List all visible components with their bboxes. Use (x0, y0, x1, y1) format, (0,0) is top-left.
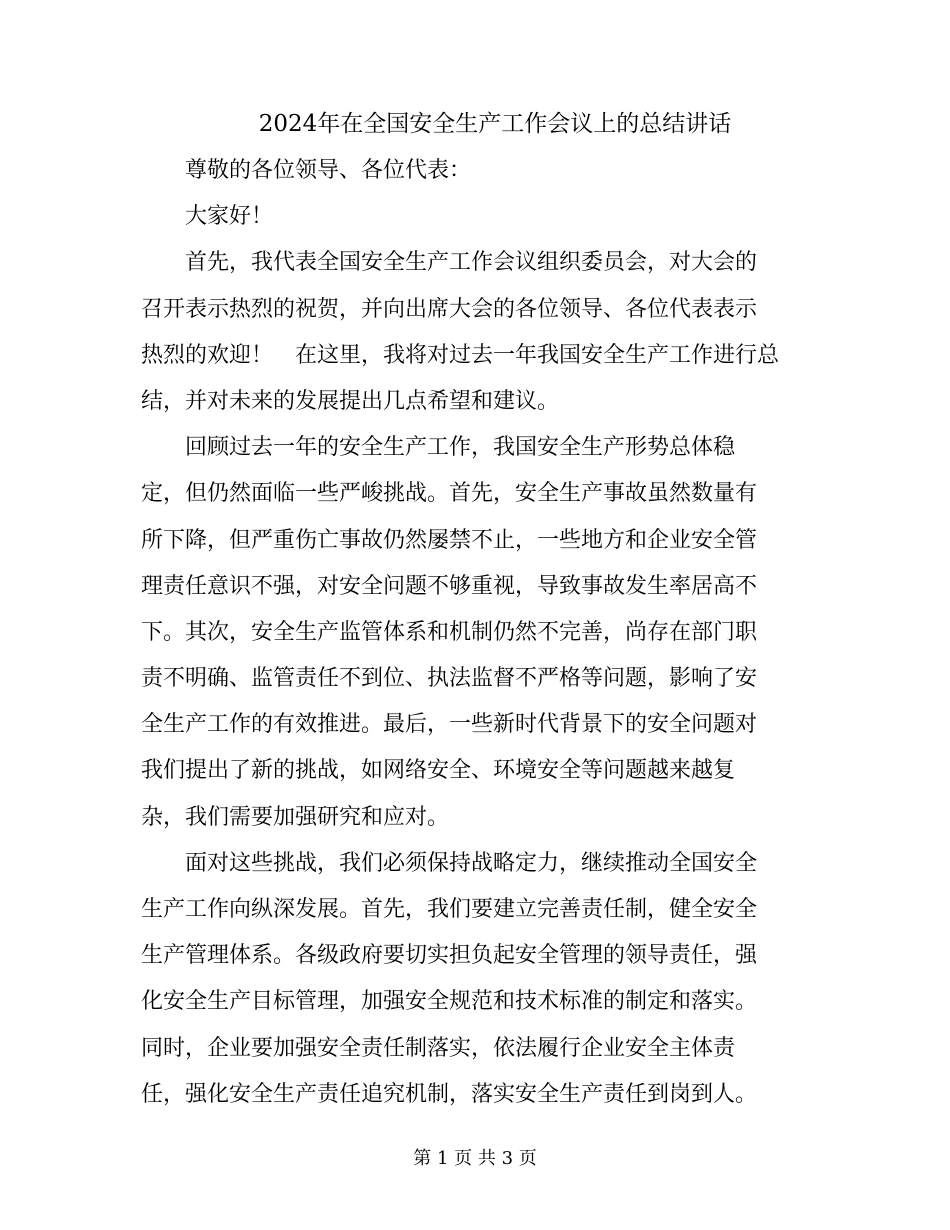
body-line: 首先，我代表全国安全生产工作会议组织委员会，对大会的 (141, 250, 758, 276)
body-line: 所下降，但严重伤亡事故仍然屡禁不止，一些地方和企业安全管 (141, 527, 758, 553)
body-line: 回顾过去一年的安全生产工作，我国安全生产形势总体稳 (141, 435, 736, 461)
document-body (141, 148, 806, 1118)
body-line: 理责任意识不强，对安全问题不够重视，导致事故发生率居高不 (141, 573, 758, 599)
document-title: 2024年在全国安全生产工作会议上的总结讲话 (258, 111, 732, 137)
body-line: 任，强化安全生产责任追究机制，落实安全生产责任到岗到人。 (141, 1081, 758, 1107)
body-line: 我们提出了新的挑战，如网络安全、环境安全等问题越来越复 (141, 758, 736, 784)
body-line: 尊敬的各位领导、各位代表： (141, 158, 472, 183)
body-line: 责不明确、监管责任不到位、执法监督不严格等问题，影响了安 (141, 666, 758, 692)
body-line: 热烈的欢迎！ 在这里，我将对过去一年我国安全生产工作进行总 (141, 342, 780, 368)
body-line: 面对这些挑战，我们必须保持战略定力，继续推动全国安全 (141, 850, 758, 876)
body-line: 杂，我们需要加强研究和应对。 (141, 804, 450, 830)
body-line: 化安全生产目标管理，加强安全规范和技术标准的制定和落实。 (141, 989, 758, 1015)
body-line: 定，但仍然面临一些严峻挑战。首先，安全生产事故虽然数量有 (141, 481, 758, 507)
body-line: 结，并对未来的发展提出几点希望和建议。 (141, 388, 560, 414)
body-line: 大家好！ (141, 204, 274, 230)
body-line: 召开表示热烈的祝贺，并向出席大会的各位领导、各位代表表示 (141, 296, 758, 322)
body-line: 同时，企业要加强安全责任制落实，依法履行企业安全主体责 (141, 1035, 736, 1061)
body-line: 下。其次，安全生产监管体系和机制仍然不完善，尚存在部门职 (141, 619, 758, 645)
body-line: 生产工作向纵深发展。首先，我们要建立完善责任制，健全安全 (141, 897, 758, 922)
page-number-footer: 第 1 页 共 3 页 (413, 1148, 537, 1169)
body-line: 生产管理体系。各级政府要切实担负起安全管理的领导责任，强 (141, 943, 758, 969)
body-line: 全生产工作的有效推进。最后，一些新时代背景下的安全问题对 (141, 712, 758, 738)
